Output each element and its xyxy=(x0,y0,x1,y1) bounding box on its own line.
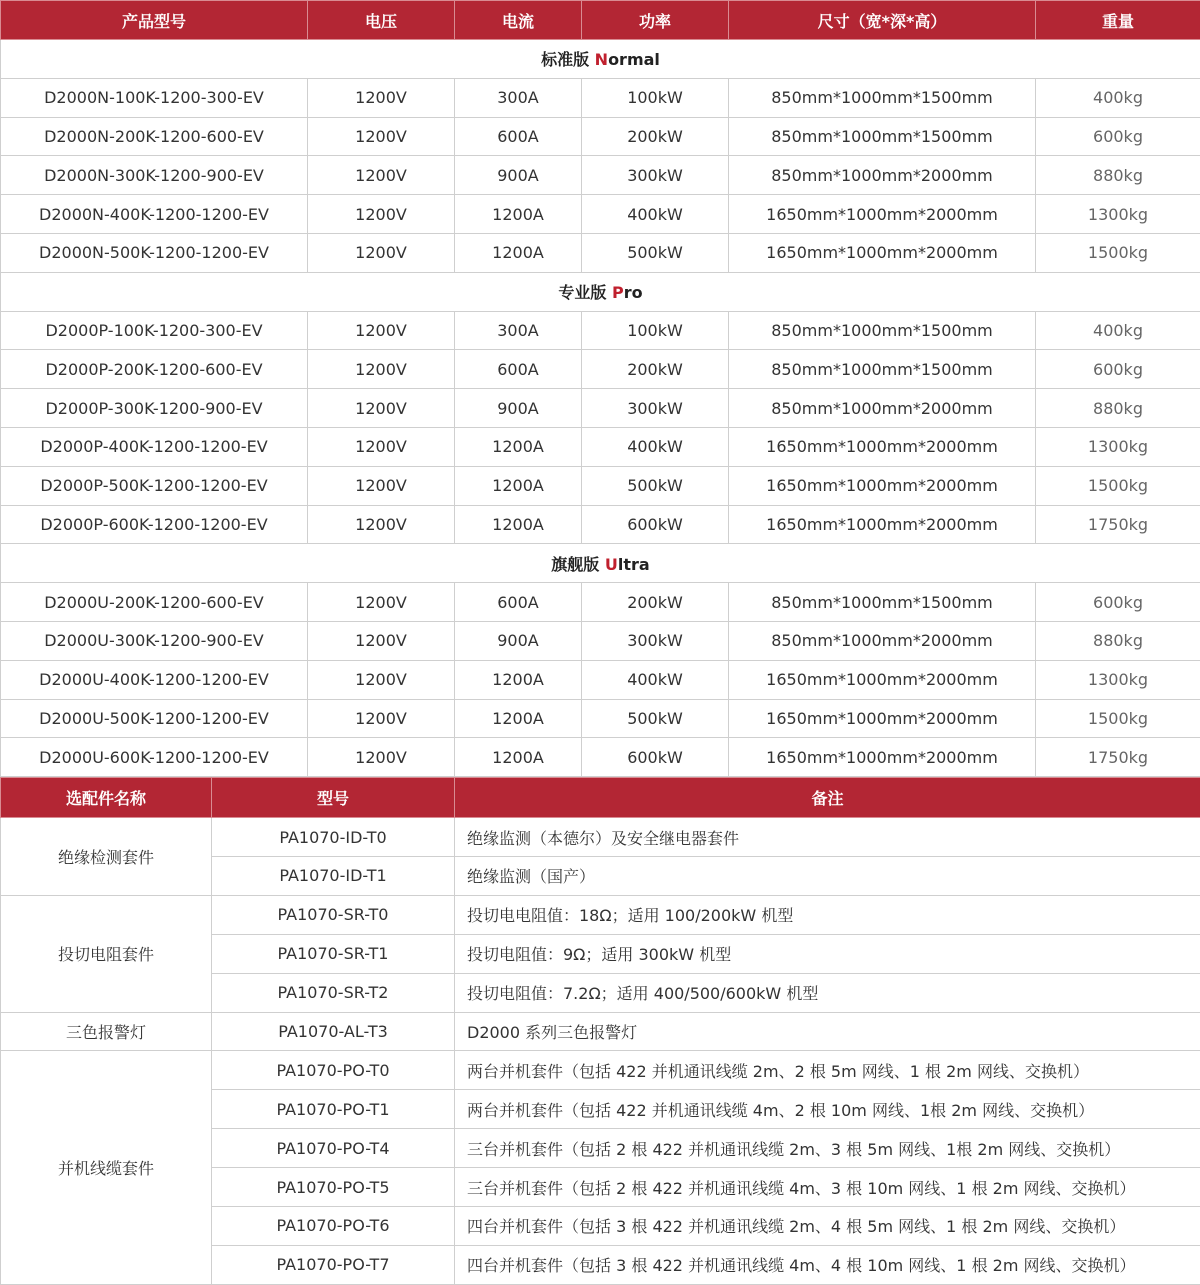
weight-cell: 1500kg xyxy=(1036,466,1200,505)
accessory-header-row xyxy=(1,778,1200,818)
weight-cell: 1750kg xyxy=(1036,738,1200,777)
model-cell: D2000P-300K-1200-900-EV xyxy=(1,389,308,428)
header-voltage: 电压 xyxy=(308,1,455,40)
voltage-cell: 1200V xyxy=(308,583,455,622)
voltage-cell: 1200V xyxy=(308,311,455,350)
dimensions-cell: 850mm*1000mm*2000mm xyxy=(729,389,1036,428)
weight-cell: 400kg xyxy=(1036,78,1200,117)
power-cell: 300kW xyxy=(582,156,729,195)
table-row xyxy=(1,660,1200,699)
power-cell: 500kW xyxy=(582,233,729,272)
current-cell: 1200A xyxy=(455,427,582,466)
current-cell: 300A xyxy=(455,78,582,117)
table-row xyxy=(1,389,1200,428)
accessory-model-cell: PA1070-SR-T0 xyxy=(212,895,455,934)
power-cell: 400kW xyxy=(582,427,729,466)
section-title-zh: 标准版 xyxy=(541,50,589,69)
dimensions-cell: 850mm*1000mm*1500mm xyxy=(729,350,1036,389)
section-title-initial: U xyxy=(605,555,618,574)
model-cell: D2000P-400K-1200-1200-EV xyxy=(1,427,308,466)
table-row xyxy=(1,1012,1200,1051)
accessory-model-cell: PA1070-PO-T1 xyxy=(212,1090,455,1129)
section-row xyxy=(1,544,1200,583)
header-dimensions: 尺寸（宽*深*高） xyxy=(729,1,1036,40)
dimensions-cell: 850mm*1000mm*2000mm xyxy=(729,156,1036,195)
voltage-cell: 1200V xyxy=(308,738,455,777)
voltage-cell: 1200V xyxy=(308,233,455,272)
accessory-note-cell: 四台并机套件（包括 3 根 422 并机通讯线缆 4m、4 根 10m 网线、1 根 2m 网线、交换机） xyxy=(455,1245,1200,1284)
section-title-rest: ltra xyxy=(618,555,650,574)
accessory-note-cell: 投切电阻值：7.2Ω；适用 400/500/600kW 机型 xyxy=(455,973,1200,1012)
dimensions-cell: 1650mm*1000mm*2000mm xyxy=(729,660,1036,699)
model-cell: D2000U-500K-1200-1200-EV xyxy=(1,699,308,738)
dimensions-cell: 1650mm*1000mm*2000mm xyxy=(729,505,1036,544)
weight-cell: 880kg xyxy=(1036,156,1200,195)
header-accessory-model: 型号 xyxy=(212,778,455,818)
model-cell: D2000U-600K-1200-1200-EV xyxy=(1,738,308,777)
accessory-group-name: 绝缘检测套件 xyxy=(1,818,212,896)
voltage-cell: 1200V xyxy=(308,195,455,234)
power-cell: 400kW xyxy=(582,660,729,699)
accessory-model-cell: PA1070-PO-T6 xyxy=(212,1207,455,1246)
power-cell: 600kW xyxy=(582,738,729,777)
power-cell: 100kW xyxy=(582,311,729,350)
section-title-initial: N xyxy=(595,50,608,69)
current-cell: 900A xyxy=(455,389,582,428)
table-row xyxy=(1,699,1200,738)
accessory-note-cell: 三台并机套件（包括 2 根 422 并机通讯线缆 4m、3 根 10m 网线、1 根 2m 网线、交换机） xyxy=(455,1168,1200,1207)
current-cell: 1200A xyxy=(455,466,582,505)
voltage-cell: 1200V xyxy=(308,350,455,389)
spec-header-row xyxy=(1,1,1200,40)
accessory-table xyxy=(0,777,1200,1285)
accessory-model-cell: PA1070-ID-T1 xyxy=(212,857,455,896)
section-title xyxy=(1,40,1200,79)
power-cell: 200kW xyxy=(582,583,729,622)
weight-cell: 400kg xyxy=(1036,311,1200,350)
accessory-note-cell: 四台并机套件（包括 3 根 422 并机通讯线缆 2m、4 根 5m 网线、1 根 2m 网线、交换机） xyxy=(455,1207,1200,1246)
current-cell: 900A xyxy=(455,621,582,660)
voltage-cell: 1200V xyxy=(308,699,455,738)
section-title xyxy=(1,272,1200,311)
accessory-note-cell: 两台并机套件（包括 422 并机通讯线缆 2m、2 根 5m 网线、1 根 2m 网线、交换机） xyxy=(455,1051,1200,1090)
section-title-rest: ormal xyxy=(608,50,660,69)
table-row xyxy=(1,427,1200,466)
section-title xyxy=(1,544,1200,583)
weight-cell: 1500kg xyxy=(1036,699,1200,738)
header-power: 功率 xyxy=(582,1,729,40)
header-accessory-note: 备注 xyxy=(455,778,1200,818)
dimensions-cell: 850mm*1000mm*1500mm xyxy=(729,583,1036,622)
dimensions-cell: 1650mm*1000mm*2000mm xyxy=(729,738,1036,777)
current-cell: 600A xyxy=(455,350,582,389)
accessory-note-cell: 三台并机套件（包括 2 根 422 并机通讯线缆 2m、3 根 5m 网线、1根 2m 网线、交换机） xyxy=(455,1129,1200,1168)
model-cell: D2000U-400K-1200-1200-EV xyxy=(1,660,308,699)
weight-cell: 600kg xyxy=(1036,583,1200,622)
power-cell: 500kW xyxy=(582,699,729,738)
header-current: 电流 xyxy=(455,1,582,40)
accessory-note-cell: 投切电阻值：9Ω；适用 300kW 机型 xyxy=(455,934,1200,973)
model-cell: D2000U-300K-1200-900-EV xyxy=(1,621,308,660)
voltage-cell: 1200V xyxy=(308,427,455,466)
model-cell: D2000P-100K-1200-300-EV xyxy=(1,311,308,350)
current-cell: 1200A xyxy=(455,699,582,738)
voltage-cell: 1200V xyxy=(308,389,455,428)
accessory-group-name: 三色报警灯 xyxy=(1,1012,212,1051)
section-title-rest: ro xyxy=(624,283,643,302)
weight-cell: 1300kg xyxy=(1036,427,1200,466)
model-cell: D2000N-500K-1200-1200-EV xyxy=(1,233,308,272)
power-cell: 100kW xyxy=(582,78,729,117)
section-row xyxy=(1,272,1200,311)
current-cell: 1200A xyxy=(455,505,582,544)
accessory-model-cell: PA1070-SR-T2 xyxy=(212,973,455,1012)
weight-cell: 880kg xyxy=(1036,621,1200,660)
accessory-note-cell: 投切电电阻值：18Ω；适用 100/200kW 机型 xyxy=(455,895,1200,934)
power-cell: 200kW xyxy=(582,350,729,389)
table-row xyxy=(1,78,1200,117)
table-row xyxy=(1,818,1200,857)
table-row xyxy=(1,233,1200,272)
current-cell: 1200A xyxy=(455,660,582,699)
current-cell: 600A xyxy=(455,583,582,622)
power-cell: 500kW xyxy=(582,466,729,505)
header-weight: 重量 xyxy=(1036,1,1200,40)
dimensions-cell: 850mm*1000mm*1500mm xyxy=(729,78,1036,117)
model-cell: D2000N-400K-1200-1200-EV xyxy=(1,195,308,234)
model-cell: D2000P-200K-1200-600-EV xyxy=(1,350,308,389)
table-row xyxy=(1,117,1200,156)
header-model: 产品型号 xyxy=(1,1,308,40)
voltage-cell: 1200V xyxy=(308,505,455,544)
accessory-model-cell: PA1070-PO-T4 xyxy=(212,1129,455,1168)
current-cell: 1200A xyxy=(455,233,582,272)
dimensions-cell: 1650mm*1000mm*2000mm xyxy=(729,233,1036,272)
current-cell: 1200A xyxy=(455,738,582,777)
current-cell: 300A xyxy=(455,311,582,350)
current-cell: 600A xyxy=(455,117,582,156)
power-cell: 600kW xyxy=(582,505,729,544)
table-row xyxy=(1,583,1200,622)
table-row xyxy=(1,738,1200,777)
table-row xyxy=(1,311,1200,350)
accessory-model-cell: PA1070-ID-T0 xyxy=(212,818,455,857)
table-row xyxy=(1,895,1200,934)
accessory-model-cell: PA1070-AL-T3 xyxy=(212,1012,455,1051)
accessory-group-name: 并机线缆套件 xyxy=(1,1051,212,1284)
voltage-cell: 1200V xyxy=(308,78,455,117)
voltage-cell: 1200V xyxy=(308,117,455,156)
weight-cell: 1750kg xyxy=(1036,505,1200,544)
accessory-note-cell: 绝缘监测（国产） xyxy=(455,857,1200,896)
dimensions-cell: 1650mm*1000mm*2000mm xyxy=(729,195,1036,234)
voltage-cell: 1200V xyxy=(308,660,455,699)
weight-cell: 880kg xyxy=(1036,389,1200,428)
table-row xyxy=(1,195,1200,234)
dimensions-cell: 850mm*1000mm*2000mm xyxy=(729,621,1036,660)
model-cell: D2000U-200K-1200-600-EV xyxy=(1,583,308,622)
power-cell: 300kW xyxy=(582,621,729,660)
accessory-model-cell: PA1070-PO-T7 xyxy=(212,1245,455,1284)
current-cell: 900A xyxy=(455,156,582,195)
dimensions-cell: 1650mm*1000mm*2000mm xyxy=(729,699,1036,738)
table-row xyxy=(1,505,1200,544)
weight-cell: 1300kg xyxy=(1036,660,1200,699)
model-cell: D2000N-100K-1200-300-EV xyxy=(1,78,308,117)
accessory-model-cell: PA1070-PO-T5 xyxy=(212,1168,455,1207)
dimensions-cell: 850mm*1000mm*1500mm xyxy=(729,117,1036,156)
section-row xyxy=(1,40,1200,79)
current-cell: 1200A xyxy=(455,195,582,234)
table-row xyxy=(1,1051,1200,1090)
voltage-cell: 1200V xyxy=(308,466,455,505)
table-row xyxy=(1,350,1200,389)
dimensions-cell: 1650mm*1000mm*2000mm xyxy=(729,466,1036,505)
model-cell: D2000P-500K-1200-1200-EV xyxy=(1,466,308,505)
accessory-model-cell: PA1070-SR-T1 xyxy=(212,934,455,973)
model-cell: D2000P-600K-1200-1200-EV xyxy=(1,505,308,544)
accessory-group-name: 投切电阻套件 xyxy=(1,895,212,1012)
power-cell: 300kW xyxy=(582,389,729,428)
header-accessory-name: 选配件名称 xyxy=(1,778,212,818)
table-row xyxy=(1,466,1200,505)
model-cell: D2000N-300K-1200-900-EV xyxy=(1,156,308,195)
power-cell: 200kW xyxy=(582,117,729,156)
accessory-note-cell: 两台并机套件（包括 422 并机通讯线缆 4m、2 根 10m 网线、1根 2m 网线、交换机） xyxy=(455,1090,1200,1129)
weight-cell: 1300kg xyxy=(1036,195,1200,234)
table-row xyxy=(1,621,1200,660)
accessory-model-cell: PA1070-PO-T0 xyxy=(212,1051,455,1090)
dimensions-cell: 850mm*1000mm*1500mm xyxy=(729,311,1036,350)
weight-cell: 600kg xyxy=(1036,350,1200,389)
dimensions-cell: 1650mm*1000mm*2000mm xyxy=(729,427,1036,466)
weight-cell: 1500kg xyxy=(1036,233,1200,272)
voltage-cell: 1200V xyxy=(308,621,455,660)
section-title-zh: 专业版 xyxy=(558,283,606,302)
model-cell: D2000N-200K-1200-600-EV xyxy=(1,117,308,156)
section-title-initial: P xyxy=(612,283,624,302)
accessory-note-cell: 绝缘监测（本德尔）及安全继电器套件 xyxy=(455,818,1200,857)
power-cell: 400kW xyxy=(582,195,729,234)
table-row xyxy=(1,156,1200,195)
voltage-cell: 1200V xyxy=(308,156,455,195)
weight-cell: 600kg xyxy=(1036,117,1200,156)
accessory-note-cell: D2000 系列三色报警灯 xyxy=(455,1012,1200,1051)
section-title-zh: 旗舰版 xyxy=(551,555,599,574)
